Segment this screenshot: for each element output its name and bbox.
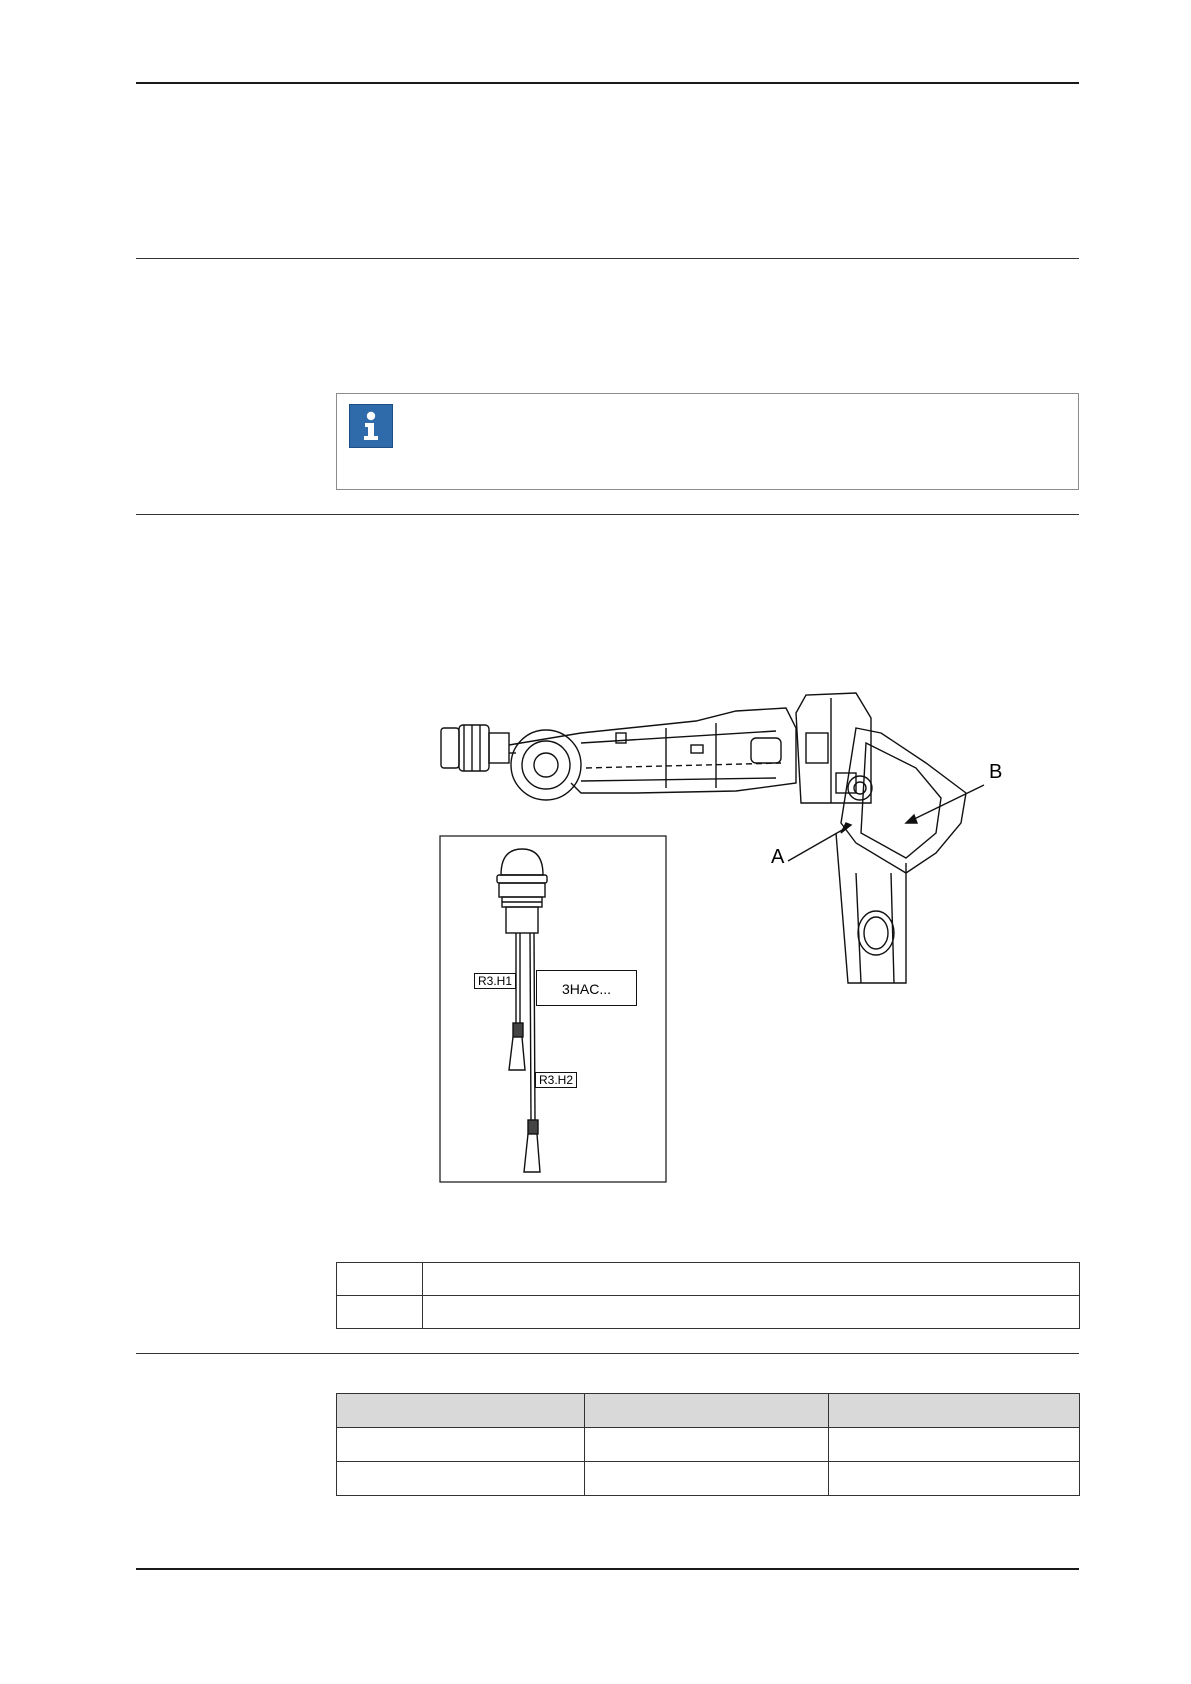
robot-upper-arm-figure (436, 683, 1028, 1183)
column-header (829, 1394, 1080, 1428)
table-header-row (337, 1394, 1080, 1428)
section-divider (136, 514, 1079, 515)
footer-rule (136, 1568, 1079, 1570)
table-cell (829, 1462, 1080, 1496)
section-divider (136, 258, 1079, 259)
header-rule (136, 82, 1079, 84)
table-row (337, 1462, 1080, 1496)
section-divider (136, 1353, 1079, 1354)
table-row (337, 1263, 1080, 1296)
legend-key (337, 1296, 423, 1329)
wrist-drawing (441, 725, 509, 771)
column-header (585, 1394, 829, 1428)
callout-b-label: B (989, 761, 1003, 783)
note-box (336, 393, 1079, 490)
joint-drawing (509, 730, 581, 800)
connector-label-r3h1: R3.H1 (474, 973, 516, 989)
table-cell (585, 1462, 829, 1496)
table-row (337, 1296, 1080, 1329)
table-cell (337, 1462, 585, 1496)
column-header (337, 1394, 585, 1428)
callout-a-label: A (771, 846, 785, 868)
table-cell (337, 1428, 585, 1462)
part-number-label: 3HAC... (536, 970, 637, 1006)
connector-label-r3h2: R3.H2 (535, 1072, 577, 1088)
table-cell (585, 1428, 829, 1462)
info-icon (349, 404, 393, 448)
table-row (337, 1428, 1080, 1462)
legend-value (423, 1296, 1080, 1329)
legend-value (423, 1263, 1080, 1296)
legend-key (337, 1263, 423, 1296)
spec-table (336, 1393, 1080, 1496)
table-cell (829, 1428, 1080, 1462)
figure-legend-table (336, 1262, 1080, 1329)
